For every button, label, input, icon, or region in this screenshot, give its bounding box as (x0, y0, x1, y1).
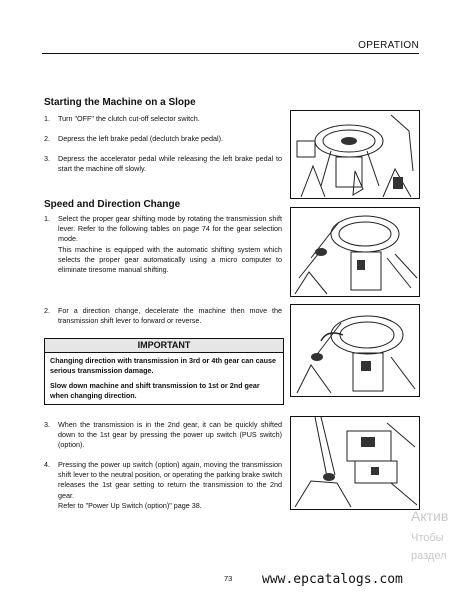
site-watermark: www.epcatalogs.com (262, 572, 403, 587)
cab-pedals-illustration (291, 111, 419, 198)
figure-power-up-switch (290, 416, 420, 510)
step-text: Depress the accelerator pedal while releasing the left brake pedal to start the machine off slowly. (58, 154, 282, 174)
page-number: 73 (224, 574, 233, 583)
step-number: 4. (44, 460, 50, 469)
activation-watermark-line-3: раздел (411, 550, 447, 562)
powerup-step-4 (44, 460, 282, 511)
step-number: 2. (44, 134, 50, 143)
step-number: 1. (44, 214, 50, 223)
heading-speed-direction: Speed and Direction Change (44, 199, 181, 210)
speed-step-2 (44, 306, 282, 326)
activation-watermark-line-2: Чтобы (411, 532, 444, 544)
step-text: Turn "OFF" the clutch cut-off selector switch. (58, 114, 200, 123)
figure-shift-lever (290, 207, 420, 297)
step-number: 1. (44, 114, 50, 123)
important-notice (44, 338, 284, 405)
step-text: Depress the left brake pedal (declutch brake pedal). (58, 134, 224, 143)
header-rule (42, 53, 419, 54)
figure-direction-lever (290, 304, 420, 397)
step-text: Pressing the power up switch (option) again, moving the transmission shift lever to the neutral position, or operating the parking brake switch releases the 1st gear setting to return the transmission to the 2nd gear. (58, 460, 282, 500)
important-body (45, 353, 283, 404)
slope-step-1 (44, 114, 282, 124)
power-up-switch-illustration (291, 417, 419, 509)
step-text: For a direction change, decelerate the machine then move the transmission shift lever to forward or reverse. (58, 306, 282, 326)
direction-lever-illustration (291, 305, 419, 396)
activation-watermark-line-1: Актив (411, 508, 449, 524)
heading-slope: Starting the Machine on a Slope (44, 97, 196, 108)
step-text-2: This machine is equipped with the automatic shifting system which selects the proper gear automatically using a micro computer to eliminate tiresome manual shifting. (58, 244, 282, 275)
step-number: 3. (44, 420, 50, 429)
step-reference: Refer to "Power Up Switch (option)" page 38. (58, 500, 202, 510)
important-paragraph-1: Changing direction with transmission in 3rd or 4th gear can cause serious transmission damage. (50, 356, 277, 375)
step-text: Select the proper gear shifting mode by rotating the transmission shift lever. Refer to the following tables on page 74 for the gear selection mode. (58, 214, 282, 244)
figure-cab-pedals (290, 110, 420, 199)
step-text: When the transmission is in the 2nd gear, it can be quickly shifted down to the 1st gear by pressing the power up switch (PUS switch) (option). (58, 420, 282, 450)
important-paragraph-2: Slow down machine and shift transmission to 1st or 2nd gear when changing direction. (50, 381, 260, 400)
important-label: IMPORTANT (45, 339, 283, 353)
speed-step-1 (44, 214, 282, 275)
page-section-title: OPERATION (358, 40, 419, 51)
powerup-step-3 (44, 420, 282, 451)
slope-step-2 (44, 134, 282, 144)
shift-lever-illustration (291, 208, 419, 296)
step-number: 3. (44, 154, 50, 163)
step-number: 2. (44, 306, 50, 315)
slope-step-3 (44, 154, 282, 174)
